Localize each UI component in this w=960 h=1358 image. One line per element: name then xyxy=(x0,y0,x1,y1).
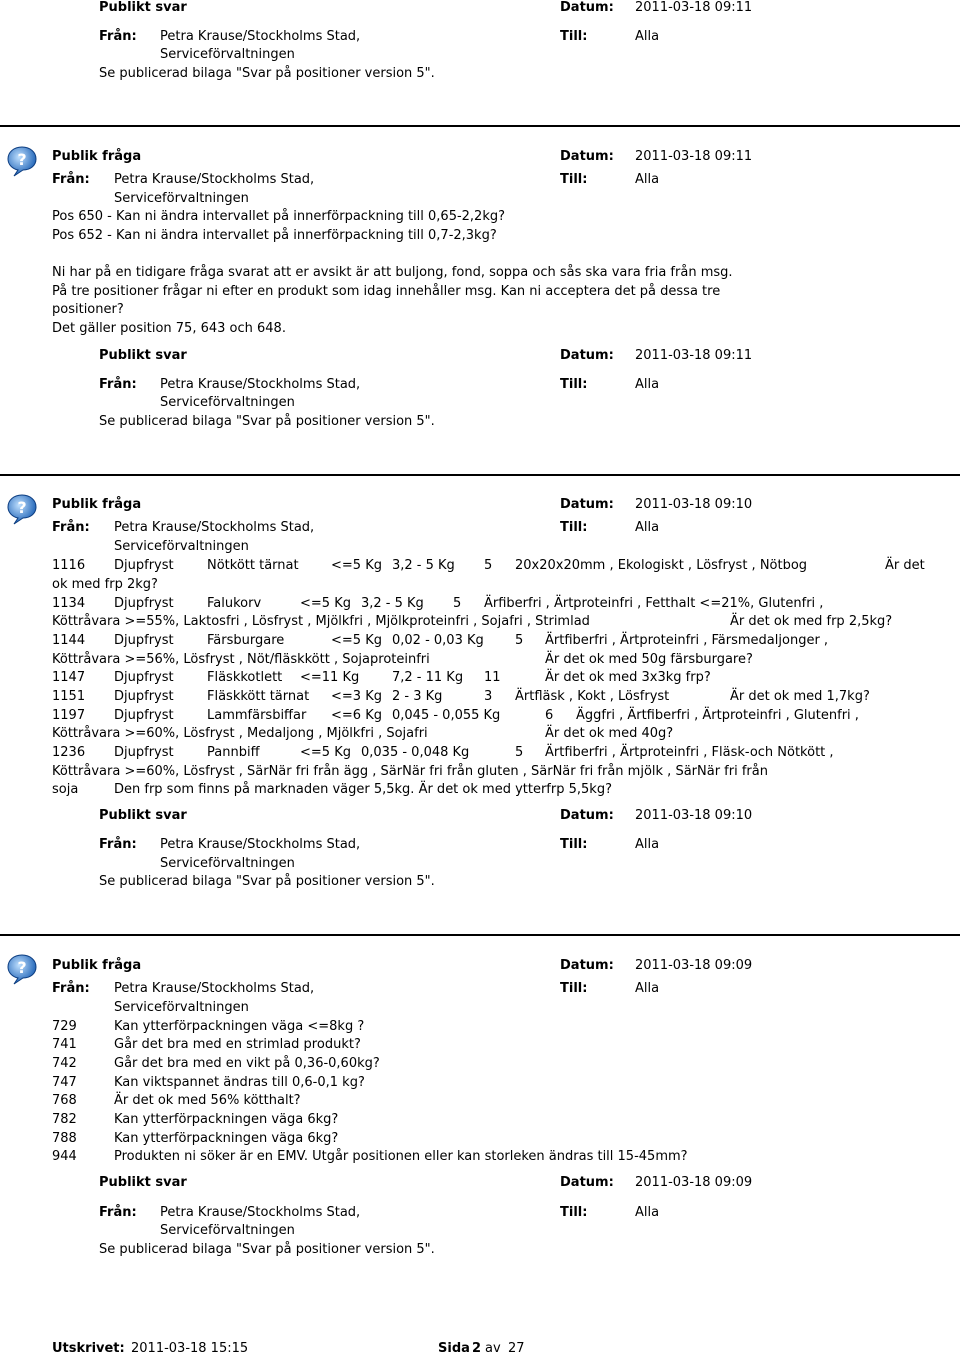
product-desc: Köttråvara >=60%, Lösfryst , SärNär fri från ägg , SärNär fri från gluten , SärNär fri från mjölk , SärNär fri från xyxy=(52,764,768,779)
date-label: Datum: xyxy=(560,149,614,164)
weight-range: 3,2 - 5 Kg xyxy=(392,558,455,573)
page-of: av xyxy=(485,1341,501,1356)
position-number: 788 xyxy=(52,1131,77,1146)
product-desc: Ärtfiberfri , Ärtproteinfri , Färsmedaljonger , xyxy=(545,633,829,648)
question-text: Kan ytterförpackningen väga <=8kg ? xyxy=(114,1019,365,1034)
question-bubble-icon xyxy=(6,953,38,985)
storage-type: Djupfryst xyxy=(114,633,174,648)
product-name: Fläskkött tärnat xyxy=(207,689,310,704)
pack-spec: <=5 Kg xyxy=(300,745,351,760)
position-number: 741 xyxy=(52,1037,77,1052)
recipient: Alla xyxy=(635,520,660,535)
question-text: Är det ok med 40g? xyxy=(545,726,674,741)
to-label: Till: xyxy=(560,520,588,535)
sender-dept: Serviceförvaltningen xyxy=(114,1000,249,1015)
svg-text:?: ? xyxy=(17,150,27,169)
product-name: Lammfärsbiffar xyxy=(207,708,307,723)
product-desc: soja xyxy=(52,782,79,797)
position-number: 782 xyxy=(52,1112,77,1127)
recipient: Alla xyxy=(635,1205,660,1220)
question-text: Det gäller position 75, 643 och 648. xyxy=(52,321,286,336)
quantity: 5 xyxy=(515,633,524,648)
question-text: Kan ytterförpackningen väga 6kg? xyxy=(114,1112,339,1127)
quantity: 5 xyxy=(484,558,493,573)
page-label: Sida xyxy=(438,1341,470,1356)
sender-dept: Serviceförvaltningen xyxy=(114,539,249,554)
question-text: Är det xyxy=(885,558,925,573)
to-label: Till: xyxy=(560,29,588,44)
sender-dept: Serviceförvaltningen xyxy=(160,395,295,410)
quantity: 11 xyxy=(484,670,501,685)
from-label: Från: xyxy=(99,837,137,852)
sender-dept: Serviceförvaltningen xyxy=(160,47,295,62)
product-desc: Köttråvara >=56%, Lösfryst , Nöt/fläskkött , Sojaproteinfri xyxy=(52,652,430,667)
position-number: 747 xyxy=(52,1075,77,1090)
answer-title: Publikt svar xyxy=(99,348,187,363)
product-desc: Köttråvara >=55%, Laktosfri , Lösfryst , Mjölkfri , Mjölkproteinfri , Sojafri , Strimlad xyxy=(52,614,590,629)
question-text: positioner? xyxy=(52,302,124,317)
product-name: Fläskkotlett xyxy=(207,670,283,685)
weight-range: 0,02 - 0,03 Kg xyxy=(392,633,484,648)
storage-type: Djupfryst xyxy=(114,670,174,685)
sender: Petra Krause/Stockholms Stad, xyxy=(114,520,315,535)
question-title: Publik fråga xyxy=(52,497,142,512)
question-text: Ni har på en tidigare fråga svarat att er avsikt är att buljong, fond, soppa och sås ska vara fria från msg. xyxy=(52,265,733,280)
product-desc: 20x20x20mm , Ekologiskt , Lösfryst , Nötbog xyxy=(515,558,808,573)
weight-range: 0,035 - 0,048 Kg xyxy=(361,745,470,760)
position-number: 1116 xyxy=(52,558,86,573)
position-number: 1144 xyxy=(52,633,86,648)
sender-dept: Serviceförvaltningen xyxy=(114,191,249,206)
to-label: Till: xyxy=(560,981,588,996)
printed-date: 2011-03-18 15:15 xyxy=(131,1341,249,1356)
question-title: Publik fråga xyxy=(52,958,142,973)
date-label: Datum: xyxy=(560,497,614,512)
question-line: Pos 650 - Kan ni ändra intervallet på innerförpackning till 0,65-2,2kg? xyxy=(52,209,506,224)
question-text: Den frp som finns på marknaden väger 5,5kg. Är det ok med ytterfrp 5,5kg? xyxy=(114,782,612,797)
question-line: Pos 652 - Kan ni ändra intervallet på innerförpackning till 0,7-2,3kg? xyxy=(52,228,497,243)
from-label: Från: xyxy=(99,1205,137,1220)
position-number: 729 xyxy=(52,1019,77,1034)
weight-range: 0,045 - 0,055 Kg xyxy=(392,708,501,723)
divider xyxy=(0,125,960,127)
storage-type: Djupfryst xyxy=(114,596,174,611)
product-desc: Äggfri , Ärtfiberfri , Ärtproteinfri , Glutenfri , xyxy=(576,708,859,723)
product-desc: Ärtfläsk , Kokt , Lösfryst xyxy=(515,689,670,704)
storage-type: Djupfryst xyxy=(114,689,174,704)
question-text: Kan viktspannet ändras till 0,6-0,1 kg? xyxy=(114,1075,365,1090)
weight-range: 7,2 - 11 Kg xyxy=(392,670,464,685)
question-text: På tre positioner frågar ni efter en produkt som idag innehåller msg. Kan ni acceptera det på dessa tre xyxy=(52,284,721,299)
product-name: Pannbiff xyxy=(207,745,260,760)
answer-title: Publikt svar xyxy=(99,1175,187,1190)
sender-dept: Serviceförvaltningen xyxy=(160,856,295,871)
product-desc: Ärfiberfri , Ärtproteinfri , Fetthalt <=21%, Glutenfri , xyxy=(484,596,824,611)
position-number: 1197 xyxy=(52,708,86,723)
question-text: Är det ok med 1,7kg? xyxy=(730,689,870,704)
question-title: Publik fråga xyxy=(52,149,142,164)
to-label: Till: xyxy=(560,172,588,187)
recipient: Alla xyxy=(635,377,660,392)
date-value: 2011-03-18 09:10 xyxy=(635,497,753,512)
svg-text:?: ? xyxy=(17,958,27,977)
pack-spec: <=11 Kg xyxy=(300,670,360,685)
to-label: Till: xyxy=(560,837,588,852)
attachment-link[interactable]: Se publicerad bilaga "Svar på positioner version 5". xyxy=(99,66,435,81)
attachment-link[interactable]: Se publicerad bilaga "Svar på positioner version 5". xyxy=(99,414,435,429)
position-number: 1236 xyxy=(52,745,86,760)
quantity: 6 xyxy=(545,708,554,723)
attachment-link[interactable]: Se publicerad bilaga "Svar på positioner version 5". xyxy=(99,874,435,889)
storage-type: Djupfryst xyxy=(114,558,174,573)
position-number: 1134 xyxy=(52,596,86,611)
position-number: 1147 xyxy=(52,670,86,685)
question-text: Kan ytterförpackningen väga 6kg? xyxy=(114,1131,339,1146)
question-text: Produkten ni söker är en EMV. Utgår positionen eller kan storleken ändras till 15-45mm? xyxy=(114,1149,688,1164)
question-text: Är det ok med 56% kötthalt? xyxy=(114,1093,301,1108)
date-value: 2011-03-18 09:11 xyxy=(635,0,753,15)
question-text: Är det ok med frp 2,5kg? xyxy=(730,614,893,629)
position-number: 742 xyxy=(52,1056,77,1071)
printed-label: Utskrivet: xyxy=(52,1341,125,1356)
svg-text:?: ? xyxy=(17,498,27,517)
from-label: Från: xyxy=(99,29,137,44)
sender: Petra Krause/Stockholms Stad, xyxy=(160,377,361,392)
product-name: Nötkött tärnat xyxy=(207,558,299,573)
sender: Petra Krause/Stockholms Stad, xyxy=(114,172,315,187)
question-text: Är det ok med 50g färsburgare? xyxy=(545,652,753,667)
pack-spec: <=3 Kg xyxy=(331,689,382,704)
recipient: Alla xyxy=(635,837,660,852)
question-bubble-icon xyxy=(6,493,38,525)
date-value: 2011-03-18 09:09 xyxy=(635,1175,753,1190)
question-bubble-icon xyxy=(6,145,38,177)
recipient: Alla xyxy=(635,29,660,44)
recipient: Alla xyxy=(635,981,660,996)
storage-type: Djupfryst xyxy=(114,708,174,723)
pack-spec: <=5 Kg xyxy=(300,596,351,611)
pack-spec: <=6 Kg xyxy=(331,708,382,723)
sender: Petra Krause/Stockholms Stad, xyxy=(160,1205,361,1220)
date-value: 2011-03-18 09:11 xyxy=(635,149,753,164)
date-label: Datum: xyxy=(560,348,614,363)
storage-type: Djupfryst xyxy=(114,745,174,760)
product-name: Färsburgare xyxy=(207,633,285,648)
date-label: Datum: xyxy=(560,808,614,823)
date-value: 2011-03-18 09:10 xyxy=(635,808,753,823)
from-label: Från: xyxy=(52,172,90,187)
answer-title: Publikt svar xyxy=(99,808,187,823)
sender-dept: Serviceförvaltningen xyxy=(160,1223,295,1238)
quantity: 5 xyxy=(515,745,524,760)
question-text: ok med frp 2kg? xyxy=(52,577,158,592)
sender: Petra Krause/Stockholms Stad, xyxy=(160,29,361,44)
position-number: 944 xyxy=(52,1149,77,1164)
position-number: 1151 xyxy=(52,689,86,704)
recipient: Alla xyxy=(635,172,660,187)
page-number: 2 xyxy=(472,1341,482,1356)
to-label: Till: xyxy=(560,1205,588,1220)
divider xyxy=(0,474,960,476)
page-total: 27 xyxy=(508,1341,525,1356)
position-number: 768 xyxy=(52,1093,77,1108)
question-text: Går det bra med en strimlad produkt? xyxy=(114,1037,361,1052)
date-value: 2011-03-18 09:09 xyxy=(635,958,753,973)
date-value: 2011-03-18 09:11 xyxy=(635,348,753,363)
product-name: Falukorv xyxy=(207,596,262,611)
from-label: Från: xyxy=(99,377,137,392)
weight-range: 2 - 3 Kg xyxy=(392,689,443,704)
question-text: Är det ok med 3x3kg frp? xyxy=(545,670,711,685)
answer-title: Publikt svar xyxy=(99,0,187,15)
question-text: Går det bra med en vikt på 0,36-0,60kg? xyxy=(114,1056,380,1071)
date-label: Datum: xyxy=(560,1175,614,1190)
product-desc: Köttråvara >=60%, Lösfryst , Medaljong , Mjölkfri , Sojafri xyxy=(52,726,428,741)
from-label: Från: xyxy=(52,981,90,996)
divider xyxy=(0,934,960,936)
sender: Petra Krause/Stockholms Stad, xyxy=(160,837,361,852)
to-label: Till: xyxy=(560,377,588,392)
weight-range: 3,2 - 5 Kg xyxy=(361,596,424,611)
attachment-link[interactable]: Se publicerad bilaga "Svar på positioner version 5". xyxy=(99,1242,435,1257)
product-desc: Ärtfiberfri , Ärtproteinfri , Fläsk-och Nötkött , xyxy=(545,745,834,760)
quantity: 3 xyxy=(484,689,493,704)
quantity: 5 xyxy=(453,596,462,611)
sender: Petra Krause/Stockholms Stad, xyxy=(114,981,315,996)
date-label: Datum: xyxy=(560,958,614,973)
pack-spec: <=5 Kg xyxy=(331,633,382,648)
date-label: Datum: xyxy=(560,0,614,15)
pack-spec: <=5 Kg xyxy=(331,558,382,573)
from-label: Från: xyxy=(52,520,90,535)
